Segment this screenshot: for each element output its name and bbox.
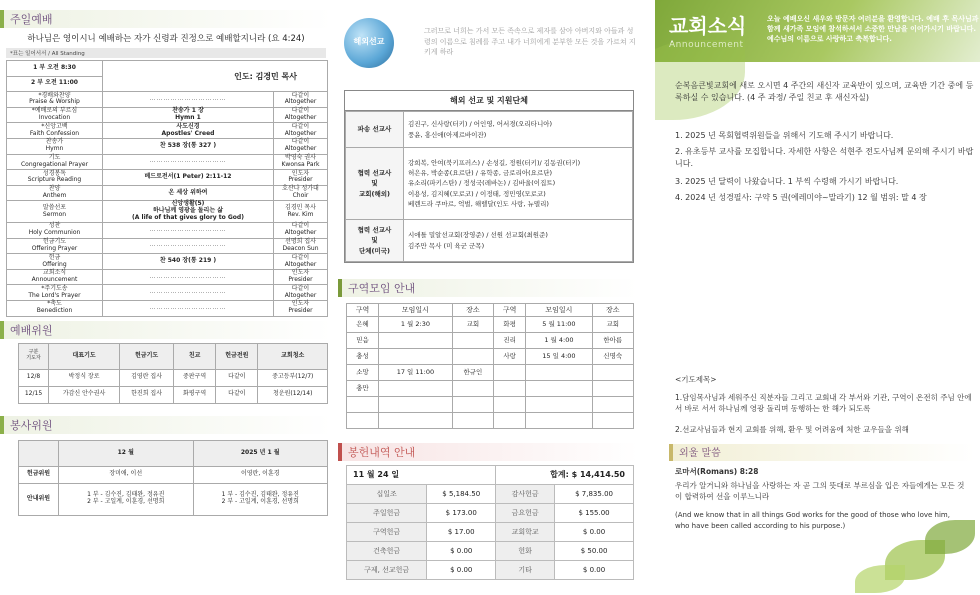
prayer-item: 2.선교사님들과 현지 교회를 위해, 환우 및 어려움에 처한 교우들을 위해 xyxy=(675,425,909,434)
memory-verse-ko: 우리가 알거니와 하나님을 사랑하는 자 곧 그의 뜻대로 부르심을 입은 자들에게는 모든 것이 합력하여 선을 이루느니라 xyxy=(675,481,965,502)
globe-icon: 해외선교 xyxy=(344,18,394,68)
table-row: 충성 사랑 15 일 4:00 신명숙 xyxy=(347,349,634,365)
english-label: Congregational Prayer xyxy=(20,160,89,168)
announcement-item: 2. 유초등부 교사를 모집합니다. 자세한 사항은 석현주 전도사님께 문의해 주시기 바랍니다. xyxy=(675,147,974,168)
english-label: Presider xyxy=(288,176,313,184)
table-row: 구역헌금 $ 17.00 교회학교 $ 0.00 xyxy=(347,523,634,542)
english-label: Offering xyxy=(42,260,67,268)
mission-table xyxy=(345,111,633,262)
announcement-item: 4. 2024 년 성경필사: 구약 5 권(에레미야~말라기) 12 월 범위: 말 4 장 xyxy=(675,193,927,202)
table-row: 충만 xyxy=(347,381,634,397)
english-label: Altogether xyxy=(284,145,317,153)
mission-verse: 그러므로 너희는 가서 모든 족속으로 제자를 삼아 아버지와 아들과 성령의 이름으로 침례를 주고 내가 너희에게 분부한 모든 것을 가르쳐 지키게 하라 xyxy=(424,27,636,56)
table-row: 협력 선교사 및 교회(해외) 강희복, 안여(북키프러스) / 손성길, 정원(터키)/ 김동권(터키) 허은유, 박순종(요르단) / 유학종, 금로리아(요르단) 유소리(파키스탄) / 정성국(레바논) / 김바울(이집트) 이용성, 김지혜(모로코) / 이정태, 정민영(모로코) 베렌드라 쿠마르, 억벌, 해렐달(인도 사랑, 뉴델리) xyxy=(346,148,633,220)
intro-text: 순복음큰빛교회에 새로 오시면 4 주간의 새신자 교육반이 있으며, 교육반 기간 중에 등록하실 수 있습니다. (4 주 과정/ 주일 친교 후 새신자실) xyxy=(675,81,974,102)
table-row: 십일조 $ 5,184.50 감사헌금 $ 7,835.00 xyxy=(347,485,634,504)
english-label: Invocation xyxy=(38,114,71,122)
prayer-item: 1.담임목사님과 세워주신 직분자들 그리고 교회내 각 부서와 기관, 구역이 온전히 주님 안에서 바로 서서 하나님께 영광 돌리며 동행하는 한 해가 되도록 xyxy=(675,393,972,414)
english-label: The Lord's Prayer xyxy=(28,291,81,299)
prayer-section-header: 예배위원 xyxy=(0,321,332,339)
announcement-header: 교회소식 Announcement 오늘 예배오신 새우와 방문자 여러분을 환영합니다. 예배 후 목사님과 함께 새가족 모임에 참석하셔서 소중한 만남을 이어가시기 바랍니다. 예수님의 이름으로 사랑하고 축복합니다. xyxy=(655,0,980,62)
english-label: Kwonsa Park xyxy=(281,160,320,168)
english-label: Altogether xyxy=(284,114,317,122)
table-row: 안내위원 1 부 - 김수진, 김태완, 정유진 2 부 - 고일계, 이훈경, 선명희 1 부 - 김수진, 김태완, 정유진 2 부 - 고일계, 이훈경, 선명희 xyxy=(19,483,328,515)
time-row: 1 부 오전 8:30 xyxy=(7,61,103,77)
announcement-item: 1. 2025 년 목회협력위원들을 위해서 기도해 주시기 바랍니다. xyxy=(675,131,894,140)
prayer-header: 친교 xyxy=(173,343,215,369)
mission-banner xyxy=(338,0,638,78)
table-row xyxy=(347,413,634,429)
english-label: Praise & Worship xyxy=(29,98,80,106)
prayer-header: 대표기도 xyxy=(49,343,120,369)
prayer-header: 교회청소 xyxy=(258,343,328,369)
table-row: *경배와찬양 Praise & Worship …………………………… 다같이 Altogether xyxy=(7,92,328,108)
announcement-panel xyxy=(655,0,980,595)
mission-panel xyxy=(338,0,638,595)
worship-order-table xyxy=(6,60,328,317)
table-row: 12/8 박정식 장로 김영란 집사 중판구역 다같이 중고등부(12/7) xyxy=(19,369,328,386)
table-row: 말씀선포 Sermon 신앙생활(5) 하나님께 영광을 돌리는 삶 (A life of that gives glory to God) 김경민 목사 Rev. Kim xyxy=(7,201,328,223)
prayer-header: 헌금기도 xyxy=(120,343,174,369)
table-row: 건축헌금 $ 0.00 헌화 $ 50.00 xyxy=(347,542,634,561)
english-label: Altogether xyxy=(284,129,317,137)
table-row: 헌금기도 Offering Prayer …………………………… 선명희 집사 Deacon Sun xyxy=(7,238,328,254)
worship-section-header: 주일예배 xyxy=(0,10,332,28)
english-label: Hymn xyxy=(45,145,64,153)
table-row: 성찬 Holy Communion …………………………… 다같이 Altogether xyxy=(7,223,328,239)
table-row: 찬양 Anthem 온 세상 위하여 호산나 성가대 Choir xyxy=(7,185,328,201)
table-row: 주일헌금 $ 173.00 금요헌금 $ 155.00 xyxy=(347,504,634,523)
english-label: Presider xyxy=(288,307,313,315)
memory-verse-en: (And we know that in all things God works for the good of those who love him, who have been called according to his purpose.) xyxy=(675,511,950,530)
table-row: *신앙고백 Faith Confession 사도신경 Apostles' Creed 다같이 Altogether xyxy=(7,123,328,139)
english-label: Holy Communion xyxy=(28,229,81,237)
english-label: Sermon xyxy=(42,210,67,218)
offering-section-header: 봉헌내역 안내 xyxy=(338,443,638,461)
memory-verse-header: 외울 말씀 xyxy=(669,444,975,461)
table-row: 믿음 진리 1 월 4:00 한아름 xyxy=(347,333,634,349)
standing-note: *표는 일어서서 / All Standing xyxy=(6,48,326,58)
worship-verse: 하나님은 영이시니 예배하는 자가 신령과 진정으로 예배할지니라 (요 4:24) xyxy=(27,34,305,44)
mission-box xyxy=(344,90,634,263)
english-label: Announcement xyxy=(31,276,78,284)
table-row: 교회소식 Announcement …………………………… 인도자 Presider xyxy=(7,269,328,285)
table-row: 구제, 선교헌금 $ 0.00 기타 $ 0.00 xyxy=(347,561,634,580)
service-header: 2025 년 1 월 xyxy=(193,440,328,466)
table-row: 소망 17 일 11:00 한규인 xyxy=(347,365,634,381)
english-label: Offering Prayer xyxy=(31,244,78,252)
english-label: Deacon Sun xyxy=(282,244,319,252)
worship-order-panel xyxy=(0,0,332,595)
corner-cell: 구분 기도자 xyxy=(19,343,49,369)
time-row: 2 부 오전 11:00 xyxy=(7,76,103,92)
english-label: Anthem xyxy=(42,192,67,200)
announcement-item: 3. 2025 년 달력이 나왔습니다. 1 부씩 수령해 가시기 바랍니다. xyxy=(675,177,899,186)
mission-title: 해외 선교 및 지원단체 xyxy=(345,91,633,111)
table-row: 찬송가 Hymn 찬 538 장(통 327 ) 다같이 Altogether xyxy=(7,138,328,154)
english-label: Altogether xyxy=(284,98,317,106)
leader-label: 인도: 김경민 목사 xyxy=(103,61,328,92)
prayer-header: 헌금전원 xyxy=(216,343,258,369)
english-label: Faith Confession xyxy=(29,129,80,137)
table-row: 협력 선교사 및 단체(미국) 시애틀 밀알선교회(장영준) / 선원 선교회(최원준) 김주만 목사 (미 육군 군목) xyxy=(346,220,633,262)
table-row: 성경봉독 Scripture Reading 베드로전서(1 Peter) 2:11-12 인도자 Presider xyxy=(7,170,328,186)
english-label: Choir xyxy=(292,192,309,200)
offering-table: 11 월 24 일 합계: $ 14,414.50 십일조 $ 5,184.50 감사헌금 $ 7,835.00 주일헌금 $ 173.00 금요헌금 $ 155.00 구역헌금 $ 17.00 교회학교 $ 0.00 건축헌금 $ 0.00 헌화 $ 50.00 구제, 선교헌금 $ 0.00 기타 $ 0.00 xyxy=(346,465,634,580)
leaf-decoration xyxy=(855,565,905,593)
table-row: 파송 선교사 김진구, 신사랑(터키) / 어인영, 어서경(오리타니아) 풍윤, 홍신애(아제르바이잔) xyxy=(346,112,633,148)
service-section-header: 봉사위원 xyxy=(0,416,332,434)
english-label: Benediction xyxy=(36,307,73,315)
english-label: Altogether xyxy=(284,229,317,237)
table-row: 12/15 가감신 안수권사 한진희 집사 화평구역 다같이 청운원(12/14) xyxy=(19,386,328,403)
group-meeting-table: 구역 모임일시 장소 구역 모임일시 장소 은혜 1 월 2:30 교회 화평 5 월 11:00 교회 믿음 진리 1 월 4:00 한아름 충성 사랑 15 일 4:00 신명숙 소망 17 일 11:00 한규인 충만 xyxy=(346,303,634,429)
table-row: 헌금위원 장미애, 이선 이영란, 이훈경 xyxy=(19,466,328,483)
english-label: Rev. Kim xyxy=(287,210,314,218)
memory-verse-ref: 로마서(Romans) 8:28 xyxy=(675,467,759,476)
group-section-header: 구역모임 안내 xyxy=(338,279,638,297)
english-label: Altogether xyxy=(284,260,317,268)
table-row: 은혜 1 월 2:30 교회 화평 5 월 11:00 교회 xyxy=(347,317,634,333)
service-header: 12 월 xyxy=(59,440,194,466)
table-row: 기도 Congregational Prayer …………………………… 박영숙 권사 Kwonsa Park xyxy=(7,154,328,170)
table-row: *예배로의 부르심 Invocation 찬송가 1 장 Hymn 1 다같이 Altogether xyxy=(7,107,328,123)
prayer-committee-table xyxy=(18,343,328,404)
table-row: *주기도송 The Lord's Prayer …………………………… 다같이 Altogether xyxy=(7,285,328,301)
table-row xyxy=(347,397,634,413)
table-row: 헌금 Offering 찬 540 장(통 219 ) 다같이 Altogether xyxy=(7,254,328,270)
service-committee-table xyxy=(18,440,328,516)
english-label: Presider xyxy=(288,276,313,284)
english-label: Altogether xyxy=(284,291,317,299)
english-label: Scripture Reading xyxy=(27,176,82,184)
prayer-label: <기도제목> xyxy=(675,375,717,384)
table-row: *축도 Benediction …………………………… 인도자 Presider xyxy=(7,300,328,316)
